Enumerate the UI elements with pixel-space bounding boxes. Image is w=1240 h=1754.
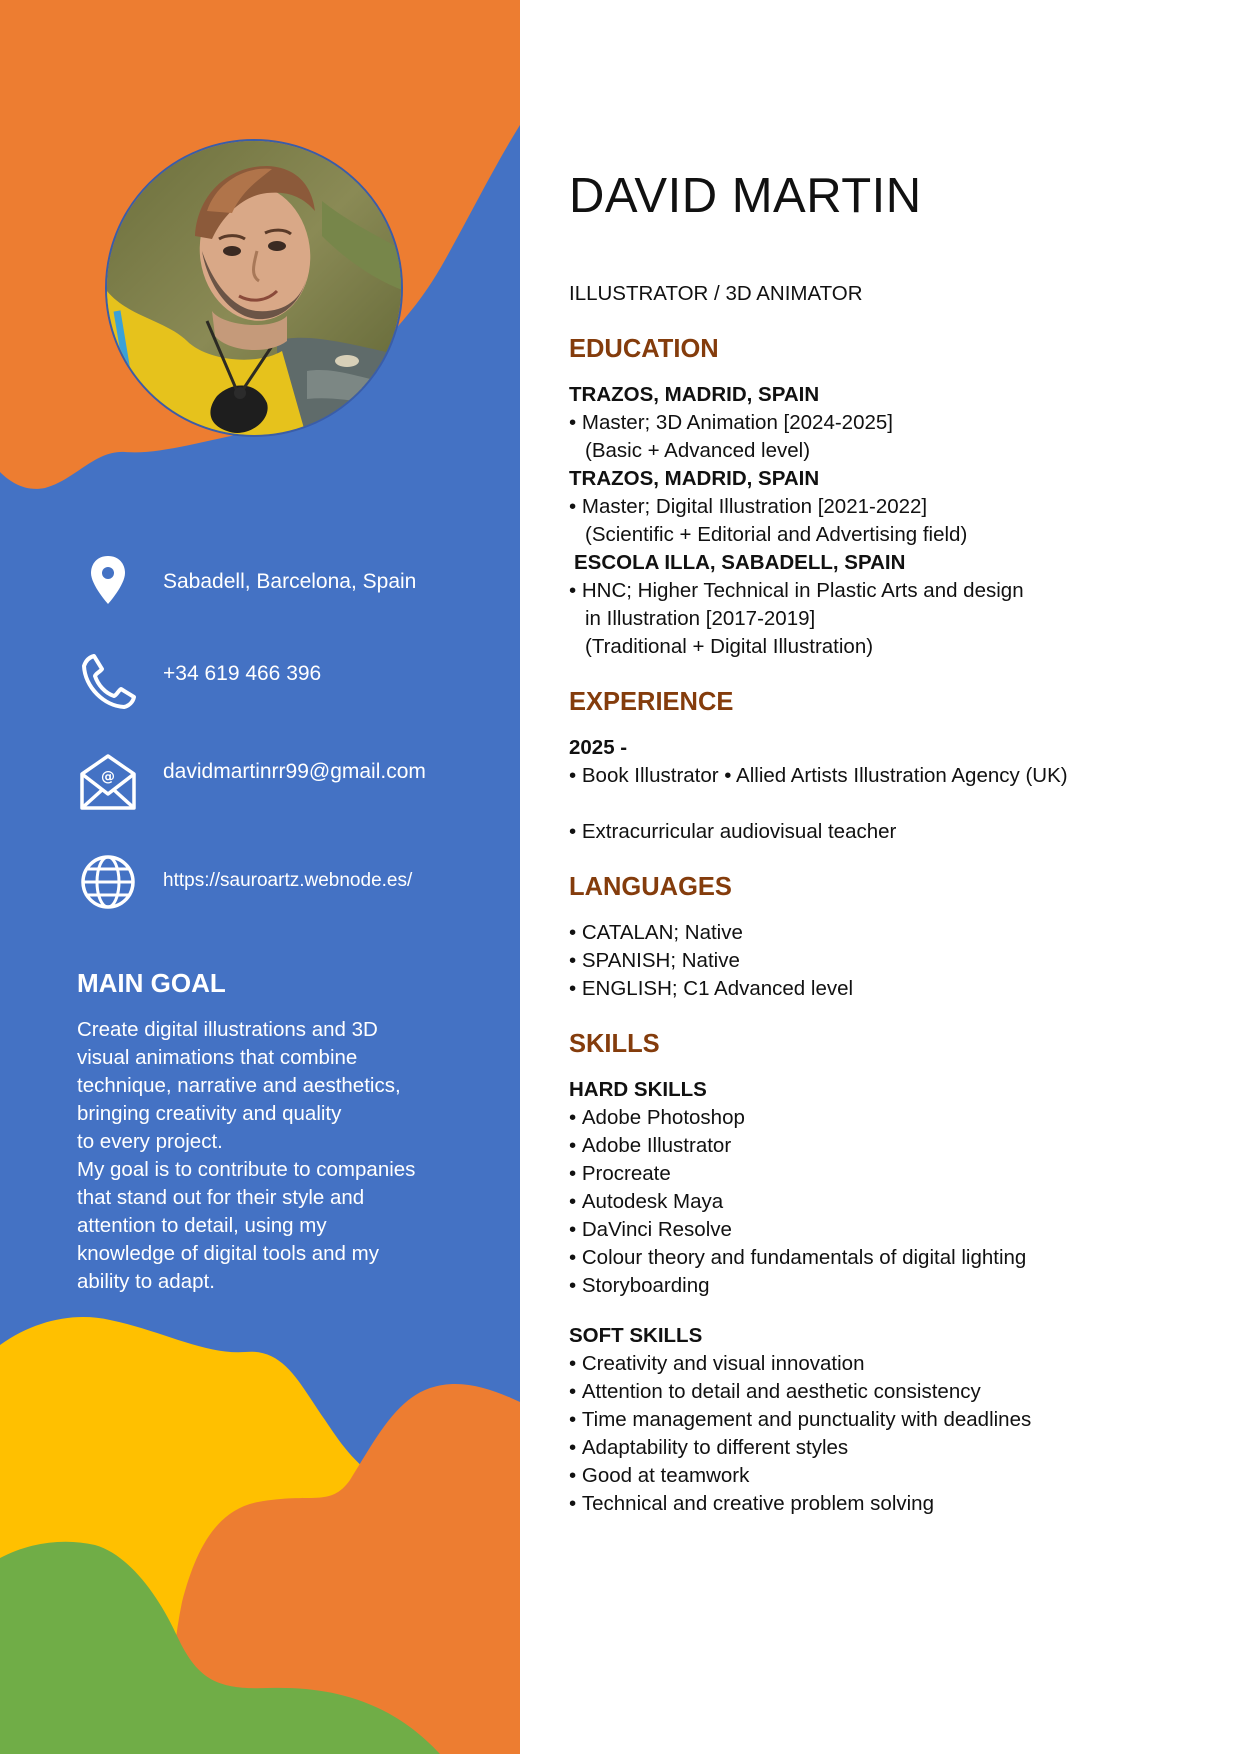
goal-line: attention to detail, using my <box>77 1214 327 1237</box>
education-school: ESCOLA ILLA, SABADELL, SPAIN <box>574 551 906 574</box>
soft-skill-item: • Creativity and visual innovation <box>569 1350 1031 1378</box>
education-school: TRAZOS, MADRID, SPAIN <box>569 383 820 406</box>
contact-location <box>78 552 498 612</box>
hard-skill-item: • DaVinci Resolve <box>569 1216 1026 1244</box>
experience-title: EXPERIENCE <box>569 688 734 716</box>
hard-skills-title: HARD SKILLS <box>569 1078 707 1101</box>
sidebar <box>0 0 520 1754</box>
education-degree: • Master; 3D Animation [2024-2025] <box>569 409 1024 437</box>
soft-skill-item: • Time management and punctuality with deadlines <box>569 1406 1031 1434</box>
soft-skill-item: • Adaptability to different styles <box>569 1434 1031 1462</box>
website-link[interactable]: https://sauroartz.webnode.es/ <box>163 870 413 891</box>
language-item: • SPANISH; Native <box>569 947 853 975</box>
location-text: Sabadell, Barcelona, Spain <box>163 570 417 593</box>
education-list <box>569 381 1024 661</box>
contact-phone <box>78 652 498 712</box>
goal-line: that stand out for their style and <box>77 1186 365 1209</box>
phone-text: +34 619 466 396 <box>163 662 322 685</box>
spacer <box>569 790 1068 818</box>
education-title: EDUCATION <box>569 335 719 363</box>
hard-skill-item: • Adobe Illustrator <box>569 1132 1026 1160</box>
education-detail: (Scientific + Editorial and Advertising field) <box>585 523 968 546</box>
candidate-name: DAVID MARTIN <box>569 169 922 223</box>
education-detail: (Basic + Advanced level) <box>585 439 811 462</box>
main-goal-title: MAIN GOAL <box>77 968 226 998</box>
hard-skills-list <box>569 1076 1026 1300</box>
goal-line: My goal is to contribute to companies <box>77 1158 416 1181</box>
experience-item: • Book Illustrator • Allied Artists Illustration Agency (UK) <box>569 762 1068 790</box>
skills-title: SKILLS <box>569 1030 660 1058</box>
portrait-illustration <box>107 141 403 437</box>
hard-skill-item: • Adobe Photoshop <box>569 1104 1026 1132</box>
soft-skill-item: • Attention to detail and aesthetic consistency <box>569 1378 1031 1406</box>
soft-skills-title: SOFT SKILLS <box>569 1324 703 1347</box>
hard-skill-item: • Storyboarding <box>569 1272 1026 1300</box>
goal-line: visual animations that combine <box>77 1046 358 1069</box>
goal-line: Create digital illustrations and 3D <box>77 1018 378 1041</box>
email-icon <box>78 752 138 812</box>
goal-line: to every project. <box>77 1130 223 1153</box>
globe-icon <box>78 852 138 912</box>
language-item: • CATALAN; Native <box>569 919 853 947</box>
education-degree: • Master; Digital Illustration [2021-2022] <box>569 493 1024 521</box>
languages-list <box>569 919 853 1003</box>
experience-year: 2025 - <box>569 736 628 759</box>
hard-skill-item: • Colour theory and fundamentals of digital lighting <box>569 1244 1026 1272</box>
education-school: TRAZOS, MADRID, SPAIN <box>569 467 820 490</box>
contact-email <box>78 752 498 812</box>
contact-website <box>78 852 498 912</box>
goal-line: technique, narrative and aesthetics, <box>77 1074 401 1097</box>
languages-title: LANGUAGES <box>569 873 732 901</box>
education-detail: in Illustration [2017-2019] <box>585 607 816 630</box>
education-degree: • HNC; Higher Technical in Plastic Arts and design <box>569 577 1024 605</box>
goal-line: knowledge of digital tools and my <box>77 1242 379 1265</box>
profile-photo <box>105 139 403 437</box>
education-detail: (Traditional + Digital Illustration) <box>585 635 874 658</box>
soft-skill-item: • Good at teamwork <box>569 1462 1031 1490</box>
hard-skill-item: • Procreate <box>569 1160 1026 1188</box>
email-text[interactable]: davidmartinrr99@gmail.com <box>163 760 426 783</box>
experience-item: • Extracurricular audiovisual teacher <box>569 818 1068 846</box>
soft-skill-item: • Technical and creative problem solving <box>569 1490 1031 1518</box>
soft-skills-list <box>569 1322 1031 1518</box>
location-pin-icon <box>78 552 138 612</box>
hard-skill-item: • Autodesk Maya <box>569 1188 1026 1216</box>
phone-icon <box>78 652 138 712</box>
svg-text:@: @ <box>101 769 115 785</box>
goal-line: bringing creativity and quality <box>77 1102 342 1125</box>
experience-list <box>569 734 1068 846</box>
language-item: • ENGLISH; C1 Advanced level <box>569 975 853 1003</box>
candidate-role: ILLUSTRATOR / 3D ANIMATOR <box>569 282 863 305</box>
goal-line: ability to adapt. <box>77 1270 215 1293</box>
main-goal-text <box>77 1016 477 1296</box>
